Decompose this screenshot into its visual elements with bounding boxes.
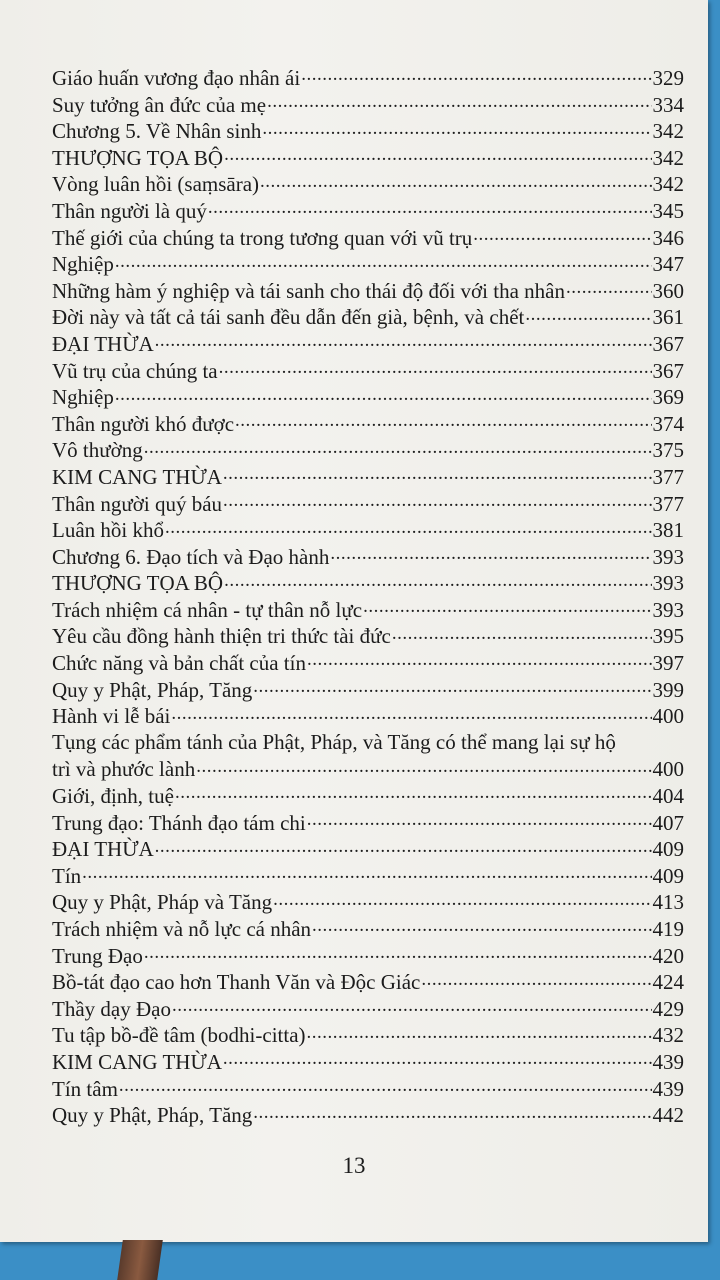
toc-entry-title: Trách nhiệm cá nhân - tự thân nỗ lực (52, 597, 363, 622)
toc-entry (52, 596, 684, 623)
toc-entry-page: 424 (652, 970, 684, 995)
toc-entry-page: 407 (652, 810, 684, 835)
dot-leader (196, 755, 651, 776)
toc-entry-page: 377 (652, 491, 684, 516)
dot-leader (155, 330, 652, 351)
toc-entry (52, 357, 684, 384)
dot-leader (330, 543, 651, 564)
toc-entry-page: 347 (652, 252, 684, 277)
toc-entry-title: Chức năng và bản chất của tín (52, 651, 306, 676)
dot-leader (208, 197, 652, 218)
toc-entry (52, 490, 684, 517)
dot-leader (312, 915, 651, 936)
toc-entry-page: 400 (652, 757, 684, 782)
toc-entry-page: 393 (652, 544, 684, 569)
book-edge (117, 1240, 163, 1280)
dot-leader (219, 357, 652, 378)
toc-entry (52, 915, 684, 942)
dot-leader (260, 170, 651, 191)
toc-entry (52, 303, 684, 330)
dot-leader (307, 649, 652, 670)
toc-entry-title: Quy y Phật, Pháp, Tăng (52, 1103, 253, 1128)
toc-entry-title: Thế giới của chúng ta trong tương quan với vũ trụ (52, 225, 473, 250)
toc-entry (52, 809, 684, 836)
dot-leader (223, 463, 652, 484)
toc-entry-title: Nghiệp (52, 252, 114, 277)
toc-section-1 (52, 64, 684, 729)
dot-leader (223, 490, 651, 511)
dot-leader (253, 676, 651, 697)
toc-entry-page: 400 (652, 704, 684, 729)
toc-entry-page: 346 (652, 225, 684, 250)
toc-entry-title: Thân người khó được (52, 411, 235, 436)
toc-entry-page: 342 (652, 119, 684, 144)
toc-entry (52, 569, 684, 596)
toc-entry (52, 197, 684, 224)
dot-leader (144, 436, 652, 457)
toc-entry-title: Vô thường (52, 438, 143, 463)
toc-entry (52, 622, 684, 649)
toc-entry-title: KIM CANG THỪA (52, 464, 222, 489)
toc-entry-page: 429 (652, 996, 684, 1021)
toc-entry-title: Những hàm ý nghiệp và tái sanh cho thái độ đối với tha nhân (52, 278, 565, 303)
toc-entry-page: 420 (652, 943, 684, 968)
toc-entry-title: Luân hồi khổ (52, 518, 164, 543)
dot-leader (115, 250, 652, 271)
dot-leader (82, 862, 651, 883)
toc-entry-title: Trung Đạo (52, 943, 143, 968)
toc-entry (52, 250, 684, 277)
toc-entry-title: Nghiệp (52, 385, 114, 410)
toc-entry-page: 375 (652, 438, 684, 463)
toc-entry-title: THƯỢNG TỌA BỘ (52, 571, 224, 596)
toc-entry-page: 399 (652, 677, 684, 702)
toc-entry (52, 862, 684, 889)
toc-entry (52, 277, 684, 304)
dot-leader (224, 569, 651, 590)
toc-entry (52, 942, 684, 969)
toc-entry (52, 649, 684, 676)
toc-entry-title: Giáo huấn vương đạo nhân ái (52, 66, 301, 90)
dot-leader (115, 383, 652, 404)
dot-leader (307, 1021, 652, 1042)
toc-entry (52, 436, 684, 463)
dot-leader (165, 516, 652, 537)
toc-entry-page: 342 (652, 145, 684, 170)
toc-entry-page: 374 (652, 411, 684, 436)
toc-entry (52, 383, 684, 410)
toc-entry-title: Tín (52, 863, 82, 888)
toc-entry-title: Thầy dạy Đạo (52, 996, 171, 1021)
dot-leader (473, 224, 651, 245)
toc-entry-title: Tu tập bồ-đề tâm (bodhi-citta) (52, 1023, 306, 1048)
toc-entry (52, 1101, 684, 1128)
toc-entry (52, 888, 684, 915)
toc-multiline-entry (52, 729, 684, 782)
toc-entry-page: 367 (652, 331, 684, 356)
toc-entry-page: 369 (652, 385, 684, 410)
toc-entry-page: 439 (652, 1049, 684, 1074)
toc-entry (52, 702, 684, 729)
toc-entry-page: 345 (652, 198, 684, 223)
toc-entry (52, 463, 684, 490)
toc-entry-title: Hành vi lễ bái (52, 704, 171, 729)
toc-entry-page: 342 (652, 172, 684, 197)
toc-entry-title: Quy y Phật, Pháp, Tăng (52, 677, 253, 702)
dot-leader (235, 410, 651, 431)
toc-entry-title: Giới, định, tuệ (52, 784, 174, 809)
toc-entry-page: 377 (652, 464, 684, 489)
toc-entry-page: 419 (652, 917, 684, 941)
toc-entry-title: Thân người quý báu (52, 491, 223, 516)
toc-entry (52, 835, 684, 862)
toc-entry-page: 413 (652, 890, 684, 915)
dot-leader (566, 277, 652, 298)
toc-entry-title: Tín tâm (52, 1076, 118, 1101)
dot-leader (267, 91, 651, 112)
toc-entry (52, 330, 684, 357)
toc-entry (52, 968, 684, 995)
dot-leader (223, 1048, 652, 1069)
toc-entry-title: Trách nhiệm và nỗ lực cá nhân (52, 917, 312, 941)
toc-entry (52, 117, 684, 144)
toc-entry-page: 432 (652, 1023, 684, 1048)
toc-entry-page: 395 (652, 624, 684, 649)
toc-entry-title: THƯỢNG TỌA BỘ (52, 145, 224, 170)
table-of-contents (52, 64, 684, 1128)
toc-entry (52, 1021, 684, 1048)
dot-leader (155, 835, 652, 856)
toc-entry (52, 1048, 684, 1075)
toc-entry-page: 361 (652, 305, 684, 330)
toc-entry-title: Đời này và tất cả tái sanh đều dẫn đến già, bệnh, và chết (52, 305, 525, 330)
dot-leader (363, 596, 651, 617)
toc-entry-page: 439 (652, 1076, 684, 1101)
toc-entry-title: Quy y Phật, Pháp và Tăng (52, 890, 273, 915)
toc-entry-page: 381 (652, 518, 684, 543)
toc-entry (52, 224, 684, 251)
dot-leader (301, 64, 651, 85)
dot-leader (273, 888, 651, 909)
dot-leader (119, 1075, 652, 1096)
dot-leader (172, 995, 652, 1016)
dot-leader (171, 702, 651, 723)
toc-entry-page: 409 (652, 863, 684, 888)
toc-entry-page: 329 (652, 66, 684, 90)
toc-entry-title: Vũ trụ của chúng ta (52, 358, 218, 383)
dot-leader (253, 1101, 651, 1122)
toc-entry (52, 91, 684, 118)
toc-entry-title: KIM CANG THỪA (52, 1049, 222, 1074)
toc-entry-page: 409 (652, 837, 684, 862)
toc-entry-title: ĐẠI THỪA (52, 837, 154, 862)
page-number: 13 (342, 1153, 366, 1178)
toc-entry-title-line2: trì và phước lành (52, 757, 196, 782)
toc-entry (52, 676, 684, 703)
toc-entry-line2 (52, 755, 684, 782)
toc-entry-title: Vòng luân hồi (saṃsāra) (52, 172, 260, 197)
toc-section-2 (52, 782, 684, 1128)
toc-entry-title: Trung đạo: Thánh đạo tám chi (52, 810, 306, 835)
toc-entry-page: 404 (652, 784, 684, 809)
toc-entry-title: Suy tưởng ân đức của mẹ (52, 92, 267, 117)
dot-leader (144, 942, 652, 963)
toc-entry-page: 442 (652, 1103, 684, 1128)
toc-entry-title: Yêu cầu đồng hành thiện tri thức tài đức (52, 624, 391, 649)
toc-entry (52, 144, 684, 171)
toc-entry-title: Bồ-tát đạo cao hơn Thanh Văn và Độc Giác (52, 970, 421, 995)
toc-entry-page: 393 (652, 571, 684, 596)
toc-entry-page: 393 (652, 597, 684, 622)
dot-leader (421, 968, 651, 989)
toc-entry-title: Chương 5. Về Nhân sinh (52, 119, 262, 144)
toc-entry-title: ĐẠI THỪA (52, 331, 154, 356)
dot-leader (307, 809, 652, 830)
toc-entry (52, 1075, 684, 1102)
dot-leader (175, 782, 652, 803)
toc-entry-page: 360 (652, 278, 684, 303)
toc-entry (52, 64, 684, 91)
dot-leader (262, 117, 651, 138)
toc-entry (52, 170, 684, 197)
toc-entry-title: Chương 6. Đạo tích và Đạo hành (52, 544, 330, 569)
toc-entry-page: 334 (652, 92, 684, 117)
toc-entry-title: Thân người là quý (52, 198, 207, 223)
toc-entry (52, 995, 684, 1022)
toc-entry (52, 410, 684, 437)
dot-leader (525, 303, 651, 324)
dot-leader (392, 622, 652, 643)
toc-entry-title-line1: Tụng các phẩm tánh của Phật, Pháp, và Tăng có thể mang lại sự hộ (52, 729, 616, 754)
dot-leader (224, 144, 651, 165)
toc-entry (52, 516, 684, 543)
toc-entry (52, 782, 684, 809)
toc-entry-page: 367 (652, 358, 684, 383)
toc-entry (52, 543, 684, 570)
toc-entry-page: 397 (652, 651, 684, 676)
